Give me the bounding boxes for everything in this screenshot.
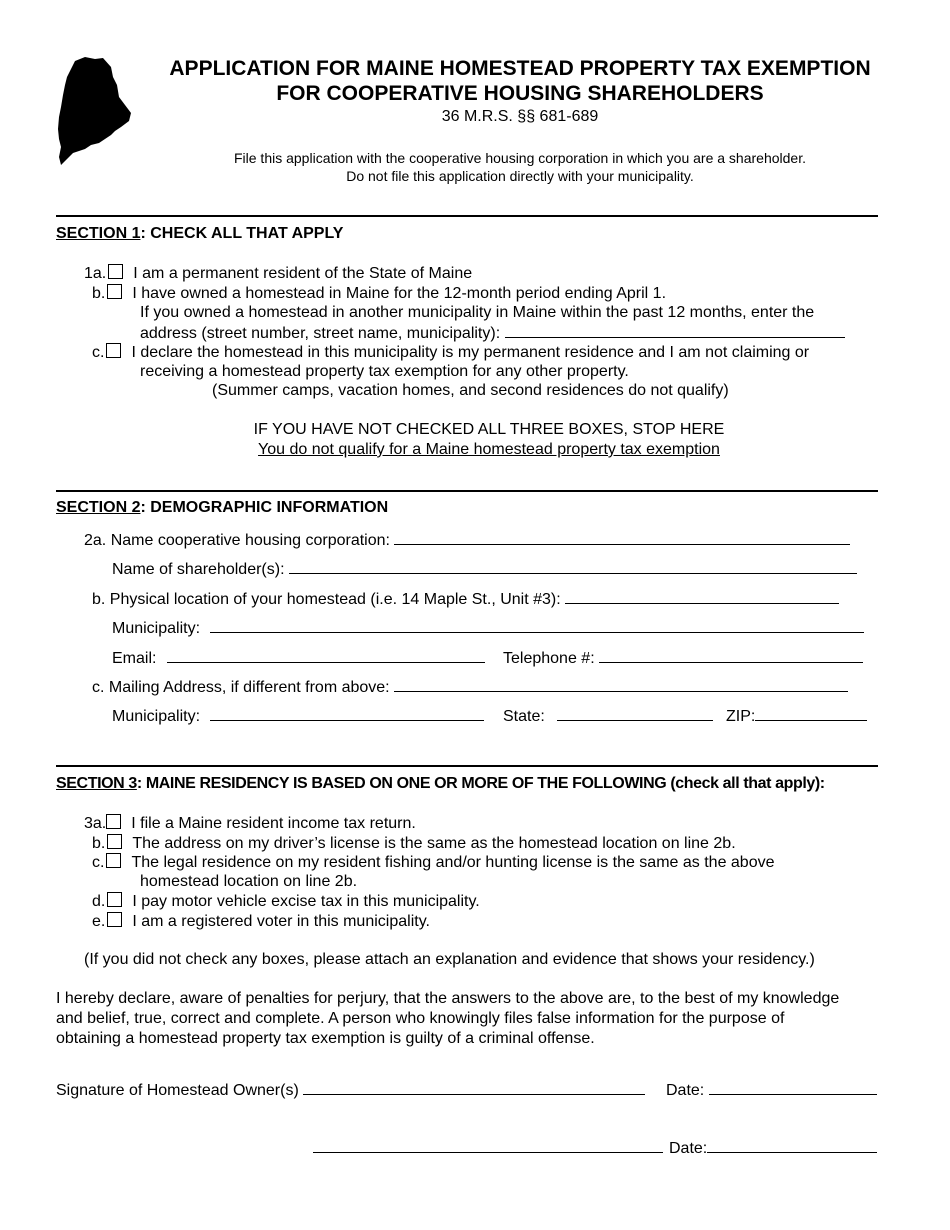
date-field-1[interactable] bbox=[709, 1080, 877, 1095]
item-3d-label: I pay motor vehicle excise tax in this municipality. bbox=[132, 893, 480, 910]
item-3e-label: I am a registered voter in this municipality. bbox=[132, 913, 430, 930]
maine-state-silhouette-logo bbox=[55, 55, 135, 167]
divider-section3 bbox=[56, 765, 878, 767]
signature-field-1[interactable] bbox=[303, 1080, 645, 1095]
item-number: c. bbox=[92, 854, 105, 871]
municipality-label: Municipality: bbox=[112, 620, 201, 637]
declaration-line1: I hereby declare, aware of penalties for perjury, that the answers to the above are, to the best of my knowledge bbox=[56, 990, 840, 1007]
signature-row-1 bbox=[56, 1080, 645, 1100]
section3-heading: SECTION 3: MAINE RESIDENCY IS BASED ON ONE OR MORE OF THE FOLLOWING (check all that apply): bbox=[56, 775, 825, 792]
item-3b-label: The address on my driver’s license is the same as the homestead location on line 2b. bbox=[132, 835, 736, 852]
divider-section1 bbox=[56, 215, 878, 217]
item-1c-label-line1: I declare the homestead in this municipality is my permanent residence and I am not claiming or bbox=[131, 344, 810, 361]
email-row bbox=[112, 648, 485, 668]
date-label: Date: bbox=[666, 1082, 705, 1099]
form-title-line2: FOR COOPERATIVE HOUSING SHAREHOLDERS bbox=[276, 82, 764, 105]
signature-field-2[interactable] bbox=[313, 1138, 663, 1153]
state-field[interactable] bbox=[557, 706, 713, 721]
not-qualify-notice: You do not qualify for a Maine homestead property tax exemption bbox=[258, 441, 720, 458]
email-field[interactable] bbox=[167, 648, 485, 663]
date-label: Date: bbox=[669, 1140, 708, 1157]
item-number: d. bbox=[92, 893, 106, 910]
zip-label: ZIP: bbox=[726, 708, 756, 725]
item-3c-row bbox=[92, 853, 775, 872]
zip-field[interactable] bbox=[755, 706, 867, 721]
divider-section2 bbox=[56, 490, 878, 492]
checkbox-1c[interactable] bbox=[106, 343, 121, 358]
item-1c-note: (Summer camps, vacation homes, and second residences do not qualify) bbox=[212, 382, 729, 399]
item-3c-label-line2: homestead location on line 2b. bbox=[140, 873, 358, 890]
item-1a-row bbox=[84, 264, 472, 283]
declaration-line2: and belief, true, correct and complete. A person who knowingly files false information for the purpose of bbox=[56, 1010, 785, 1027]
shareholder-field[interactable] bbox=[289, 559, 857, 574]
corp-name-field[interactable] bbox=[394, 530, 850, 545]
item-number: b. bbox=[92, 285, 106, 302]
signature-label: Signature of Homestead Owner(s) bbox=[56, 1082, 299, 1099]
form-title-line1: APPLICATION FOR MAINE HOMESTEAD PROPERTY TAX EXEMPTION bbox=[169, 57, 871, 80]
checkbox-3a[interactable] bbox=[106, 814, 121, 829]
checkbox-3b[interactable] bbox=[107, 834, 122, 849]
state-row bbox=[503, 706, 713, 726]
telephone-field[interactable] bbox=[599, 648, 863, 663]
prior-address-label: address (street number, street name, municipality): bbox=[140, 325, 501, 342]
mailing-address-row bbox=[92, 677, 848, 697]
declaration-line3: obtaining a homestead property tax exemption is guilty of a criminal offense. bbox=[56, 1030, 595, 1047]
filing-instruction-line2: Do not file this application directly with your municipality. bbox=[346, 168, 694, 184]
item-3a-label: I file a Maine resident income tax return. bbox=[131, 815, 416, 832]
item-1b-extra-line1: If you owned a homestead in another municipality in Maine within the past 12 months, enter the bbox=[140, 304, 815, 321]
item-number: c. bbox=[92, 344, 105, 361]
mail-municipality-field[interactable] bbox=[210, 706, 484, 721]
email-label: Email: bbox=[112, 650, 157, 667]
item-1b-row bbox=[92, 284, 666, 303]
item-1c-row bbox=[92, 343, 809, 362]
homestead-location-row bbox=[92, 589, 839, 609]
item-3c-label-line1: The legal residence on my resident fishing and/or hunting license is the same as the above bbox=[131, 854, 775, 871]
prior-address-field[interactable] bbox=[505, 323, 845, 338]
corp-name-row bbox=[84, 530, 850, 550]
item-number: b. bbox=[92, 835, 106, 852]
mail-municipality-row bbox=[112, 706, 484, 726]
item-3b-row bbox=[92, 834, 736, 853]
shareholder-row bbox=[112, 559, 857, 579]
item-number: e. bbox=[92, 913, 106, 930]
mailing-address-field[interactable] bbox=[394, 677, 848, 692]
date-field-2[interactable] bbox=[707, 1138, 877, 1153]
date-row-2 bbox=[669, 1138, 877, 1158]
checkbox-1b[interactable] bbox=[107, 284, 122, 299]
item-3e-row bbox=[92, 912, 430, 931]
mail-municipality-label: Municipality: bbox=[112, 708, 201, 725]
checkbox-3c[interactable] bbox=[106, 853, 121, 868]
corp-name-label: 2a. Name cooperative housing corporation: bbox=[84, 532, 390, 549]
item-3d-row bbox=[92, 892, 480, 911]
municipality-row bbox=[112, 618, 864, 638]
mailing-address-label: c. Mailing Address, if different from above: bbox=[92, 679, 390, 696]
state-label: State: bbox=[503, 708, 545, 725]
checkbox-3d[interactable] bbox=[107, 892, 122, 907]
item-number: 3a. bbox=[84, 815, 107, 832]
item-3a-row bbox=[84, 814, 416, 833]
checkbox-1a[interactable] bbox=[108, 264, 123, 279]
section1-heading: SECTION 1: CHECK ALL THAT APPLY bbox=[56, 225, 344, 242]
item-number: 1a. bbox=[84, 265, 107, 282]
telephone-row bbox=[503, 648, 863, 668]
homestead-location-label: b. Physical location of your homestead (i.e. 14 Maple St., Unit #3): bbox=[92, 591, 561, 608]
date-row-1 bbox=[666, 1080, 877, 1100]
signature-row-2 bbox=[313, 1138, 663, 1158]
telephone-label: Telephone #: bbox=[503, 650, 595, 667]
municipality-field[interactable] bbox=[210, 618, 864, 633]
item-1c-label-line2: receiving a homestead property tax exemption for any other property. bbox=[140, 363, 629, 380]
residency-note: (If you did not check any boxes, please attach an explanation and evidence that shows your residency.) bbox=[84, 951, 815, 968]
stop-warning: IF YOU HAVE NOT CHECKED ALL THREE BOXES, STOP HERE bbox=[253, 421, 725, 438]
item-1b-label: I have owned a homestead in Maine for the 12-month period ending April 1. bbox=[132, 285, 667, 302]
item-1a-label: I am a permanent resident of the State of Maine bbox=[133, 265, 473, 282]
shareholder-label: Name of shareholder(s): bbox=[112, 561, 285, 578]
section2-heading: SECTION 2: DEMOGRAPHIC INFORMATION bbox=[56, 499, 389, 516]
item-1b-extra-line2 bbox=[140, 323, 845, 343]
checkbox-3e[interactable] bbox=[107, 912, 122, 927]
filing-instruction-line1: File this application with the cooperative housing corporation in which you are a shareholder. bbox=[233, 150, 806, 166]
zip-row bbox=[726, 706, 867, 726]
statute-citation: 36 M.R.S. §§ 681-689 bbox=[441, 108, 599, 125]
homestead-location-field[interactable] bbox=[565, 589, 839, 604]
